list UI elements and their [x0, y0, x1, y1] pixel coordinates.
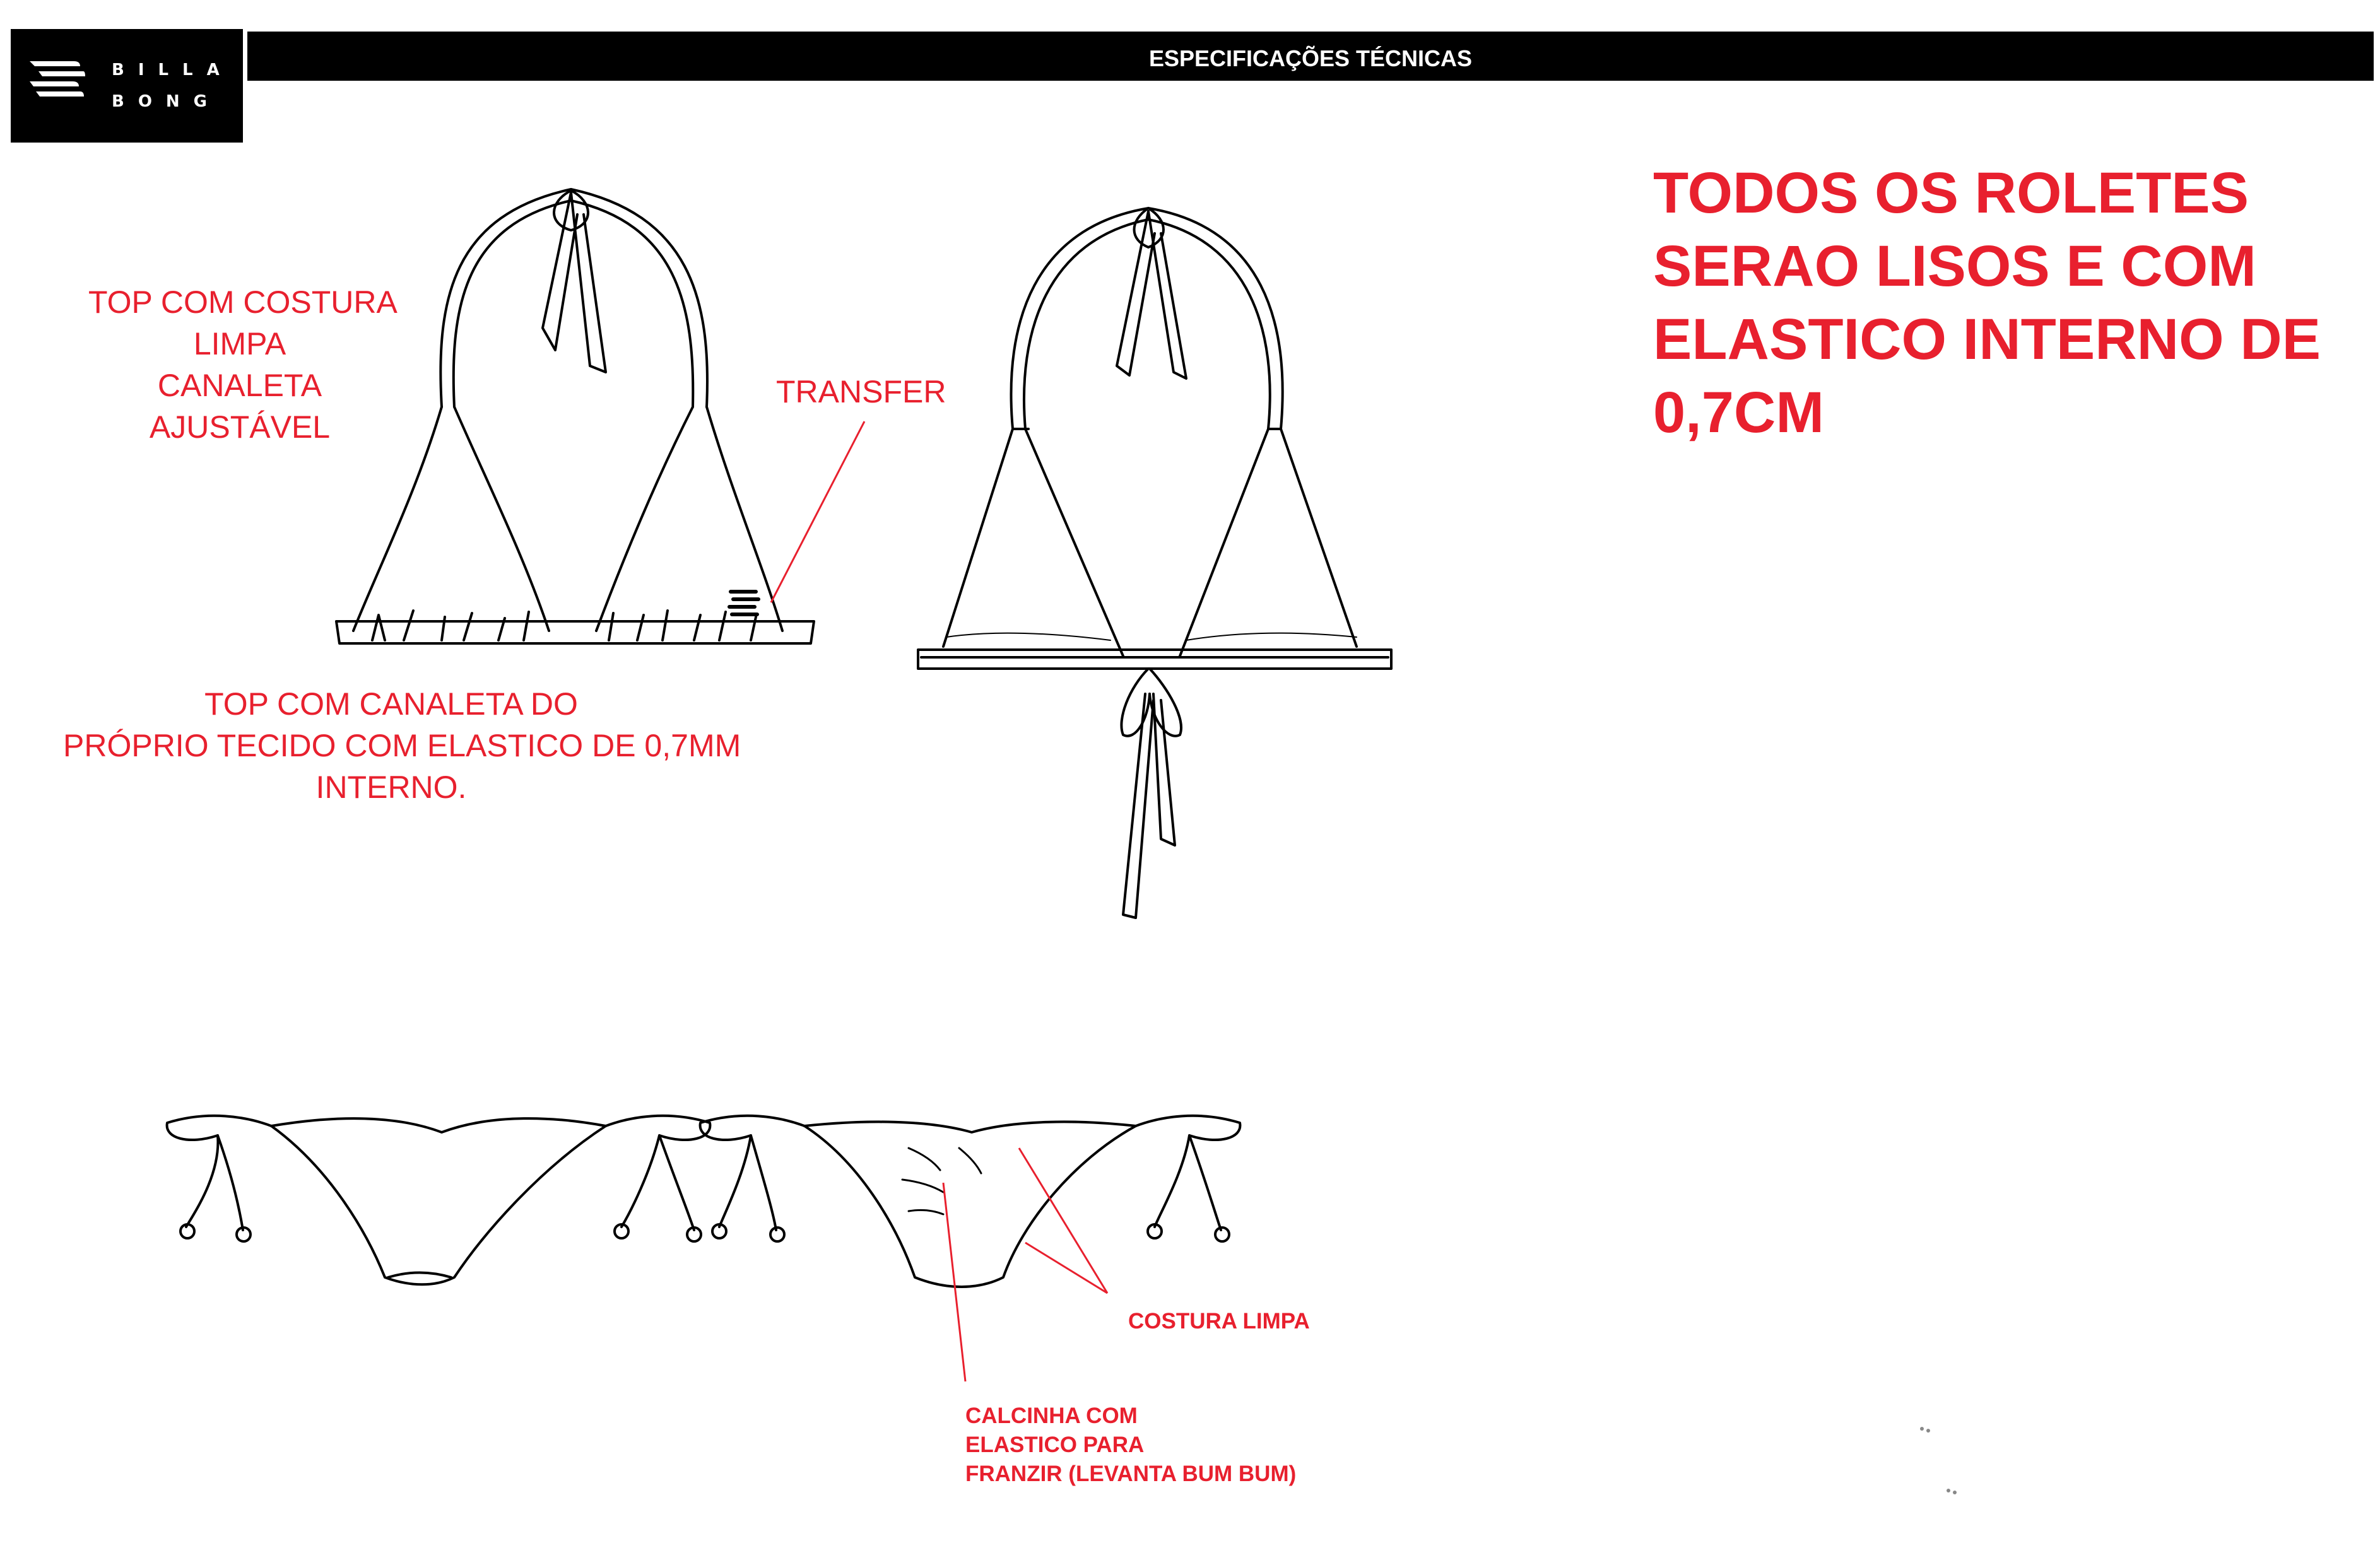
bottom-front-sketch: [167, 1116, 710, 1284]
bottom-back-sketch: [700, 1116, 1240, 1287]
note-bottom-elastic: [965, 1402, 1296, 1489]
top-front-sketch: [336, 189, 814, 643]
note-top-seam: [88, 281, 398, 448]
note-top-seam-line4: AJUSTÁVEL: [149, 409, 331, 445]
clean-seam-leader-line-2: [1025, 1243, 1107, 1293]
note-rolls-line2: SERAO LISOS E COM: [1653, 234, 2256, 298]
note-rolls-line4: 0,7CM: [1653, 380, 1824, 445]
logo-text-line2: BONG: [112, 92, 221, 111]
note-rolls-line1: TODOS OS ROLETES: [1653, 161, 2249, 225]
note-bottom-line1: CALCINHA COM: [965, 1404, 1138, 1428]
top-back-sketch: [918, 208, 1391, 918]
note-rolls: [1653, 156, 2321, 449]
note-top-channel-line3: INTERNO.: [315, 770, 467, 805]
note-top-channel: [63, 683, 741, 808]
note-rolls-line3: ELASTICO INTERNO DE: [1653, 307, 2321, 372]
page-title: ESPECIFICAÇÕES TÉCNICAS: [1148, 45, 1473, 71]
note-bottom-line3: FRANZIR (LEVANTA BUM BUM): [965, 1462, 1297, 1486]
note-top-seam-line3: CANALETA: [157, 368, 322, 403]
transfer-logo-icon: [729, 592, 758, 614]
note-top-channel-line1: TOP COM CANALETA DO: [204, 686, 578, 722]
stray-marks: [1920, 1427, 1957, 1494]
logo-text-line1: BILLA: [112, 61, 233, 79]
note-top-seam-line1: TOP COM COSTURA: [88, 284, 398, 320]
note-clean-seam: COSTURA LIMPA: [1128, 1309, 1310, 1333]
callout-lines: [771, 421, 1107, 1381]
note-top-seam-line2: LIMPA: [193, 326, 286, 361]
note-top-channel-line2: PRÓPRIO TECIDO COM ELASTICO DE 0,7MM: [63, 728, 741, 763]
bottom-elastic-leader-line: [943, 1183, 965, 1381]
transfer-leader-line: [771, 421, 864, 602]
note-bottom-line2: ELASTICO PARA: [965, 1433, 1145, 1457]
note-transfer: TRANSFER: [776, 374, 946, 409]
